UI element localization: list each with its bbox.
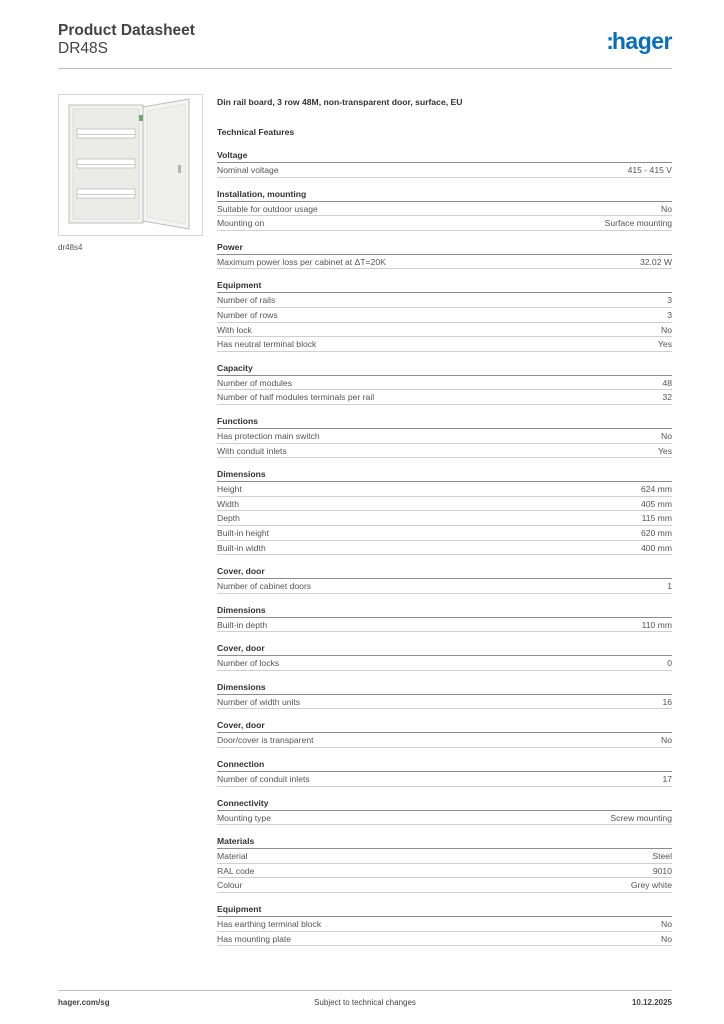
feature-row [217,255,672,270]
feature-value: 32 [662,392,672,403]
feature-group [217,149,672,178]
feature-row [217,695,672,710]
feature-value: 48 [662,377,672,388]
product-code: DR48S [58,40,108,57]
feature-groups [217,149,672,946]
group-title: Capacity [217,362,672,376]
group-title: Connectivity [217,797,672,811]
logo-text: hager [611,28,672,54]
footer-date: 10.12.2025 [631,998,672,1007]
feature-label: Number of rails [217,295,276,306]
feature-value: Screw mounting [610,812,672,823]
feature-group [217,604,672,633]
feature-value: No [661,933,672,944]
feature-row [217,541,672,556]
feature-value: 16 [662,696,672,707]
feature-value: Grey white [630,880,672,891]
page-header [58,22,672,68]
group-title: Functions [217,415,672,429]
feature-value: Steel [652,851,672,862]
feature-value: 405 mm [640,498,672,509]
footer-website: hager.com/sg [58,998,110,1007]
feature-label: Height [217,484,242,495]
feature-value: 624 mm [640,484,672,495]
group-title: Cover, door [217,565,672,579]
feature-value: No [661,324,672,335]
feature-row [217,917,672,932]
feature-value: Yes [657,339,672,350]
feature-value: 9010 [652,865,672,876]
feature-label: Depth [217,513,240,524]
feature-value: Yes [657,445,672,456]
header-divider [58,68,672,69]
group-title: Power [217,241,672,255]
feature-row [217,323,672,338]
feature-group [217,565,672,594]
hager-logo [606,28,672,55]
feature-label: Number of modules [217,377,292,388]
feature-value: 110 mm [641,619,672,630]
feature-row [217,308,672,323]
feature-row [217,163,672,178]
feature-label: Built-in height [217,527,270,538]
feature-group [217,681,672,710]
feature-label: Maximum power loss per cabinet at ΔT=20K [217,256,386,267]
feature-label: Suitable for outdoor usage [217,203,318,214]
feature-value: 620 mm [640,527,672,538]
group-title: Dimensions [217,604,672,618]
group-title: Dimensions [217,681,672,695]
group-title: Dimensions [217,468,672,482]
feature-label: Mounting type [217,812,271,823]
feature-label: Material [217,851,248,862]
feature-value: 3 [667,309,672,320]
feature-group [217,188,672,231]
feature-row [217,656,672,671]
feature-value: 115 mm [641,513,672,524]
feature-group [217,797,672,826]
feature-label: Number of cabinet doors [217,581,312,592]
feature-label: Number of half modules terminals per rail [217,392,375,403]
feature-label: Number of rows [217,309,278,320]
feature-group [217,468,672,555]
feature-row [217,337,672,352]
feature-value: 32.02 W [639,256,672,267]
feature-value: No [661,430,672,441]
feature-label: With conduit inlets [217,445,287,456]
feature-group [217,758,672,787]
feature-label: Built-in width [217,542,266,553]
feature-label: Has neutral terminal block [217,339,317,350]
feature-row [217,579,672,594]
distribution-board-illustration [59,95,202,235]
feature-row [217,429,672,444]
feature-row [217,497,672,512]
feature-label: Door/cover is transparent [217,735,314,746]
logo-colon: : [606,28,612,54]
feature-row [217,293,672,308]
feature-label: Nominal voltage [217,165,279,175]
feature-label: With lock [217,324,252,335]
feature-value: 3 [667,295,672,306]
feature-value: Surface mounting [604,218,672,229]
feature-label: Number of locks [217,658,280,669]
group-title: Installation, mounting [217,188,672,202]
feature-row [217,511,672,526]
feature-label: Colour [217,880,243,891]
feature-row [217,864,672,879]
feature-label: Has earthing terminal block [217,919,322,930]
feature-group [217,279,672,351]
feature-row [217,772,672,787]
feature-row [217,526,672,541]
group-title: Connection [217,758,672,772]
group-title: Materials [217,835,672,849]
feature-row [217,811,672,826]
group-title: Cover, door [217,642,672,656]
feature-group [217,642,672,671]
feature-row [217,444,672,459]
feature-group [217,241,672,270]
group-title: Equipment [217,903,672,917]
feature-row [217,216,672,231]
feature-row [217,878,672,893]
feature-label: Has protection main switch [217,430,320,441]
feature-row [217,376,672,391]
feature-row [217,202,672,217]
feature-row [217,932,672,947]
feature-value: 415 - 415 V [627,165,672,175]
feature-label: Number of conduit inlets [217,774,310,785]
feature-label: Width [217,498,239,509]
feature-value: 1 [667,581,672,592]
feature-value: 400 mm [640,542,672,553]
feature-row [217,618,672,633]
section-heading: Technical Features [217,127,295,137]
feature-label: RAL code [217,865,255,876]
group-title: Voltage [217,149,672,163]
feature-value: No [661,735,672,746]
feature-label: Number of width units [217,696,301,707]
image-caption: dr48s4 [58,243,83,252]
feature-row [217,390,672,405]
feature-group [217,362,672,405]
feature-row [217,482,672,497]
group-title: Cover, door [217,719,672,733]
feature-group [217,903,672,946]
feature-value: 0 [667,658,672,669]
feature-value: 17 [662,774,672,785]
feature-group [217,719,672,748]
feature-label: Has mounting plate [217,933,292,944]
feature-label: Built-in depth [217,619,268,630]
feature-label: Mounting on [217,218,265,229]
document-title: Product Datasheet [58,22,195,39]
product-image [58,94,203,236]
feature-value: No [661,919,672,930]
group-title: Equipment [217,279,672,293]
product-description: Din rail board, 3 row 48M, non-transparent door, surface, EU [217,97,463,107]
feature-value: No [661,203,672,214]
feature-row [217,849,672,864]
feature-group [217,415,672,458]
feature-row [217,733,672,748]
footer-note: Subject to technical changes [314,998,416,1007]
technical-content [217,95,672,946]
footer-divider [58,990,672,991]
feature-group [217,835,672,893]
